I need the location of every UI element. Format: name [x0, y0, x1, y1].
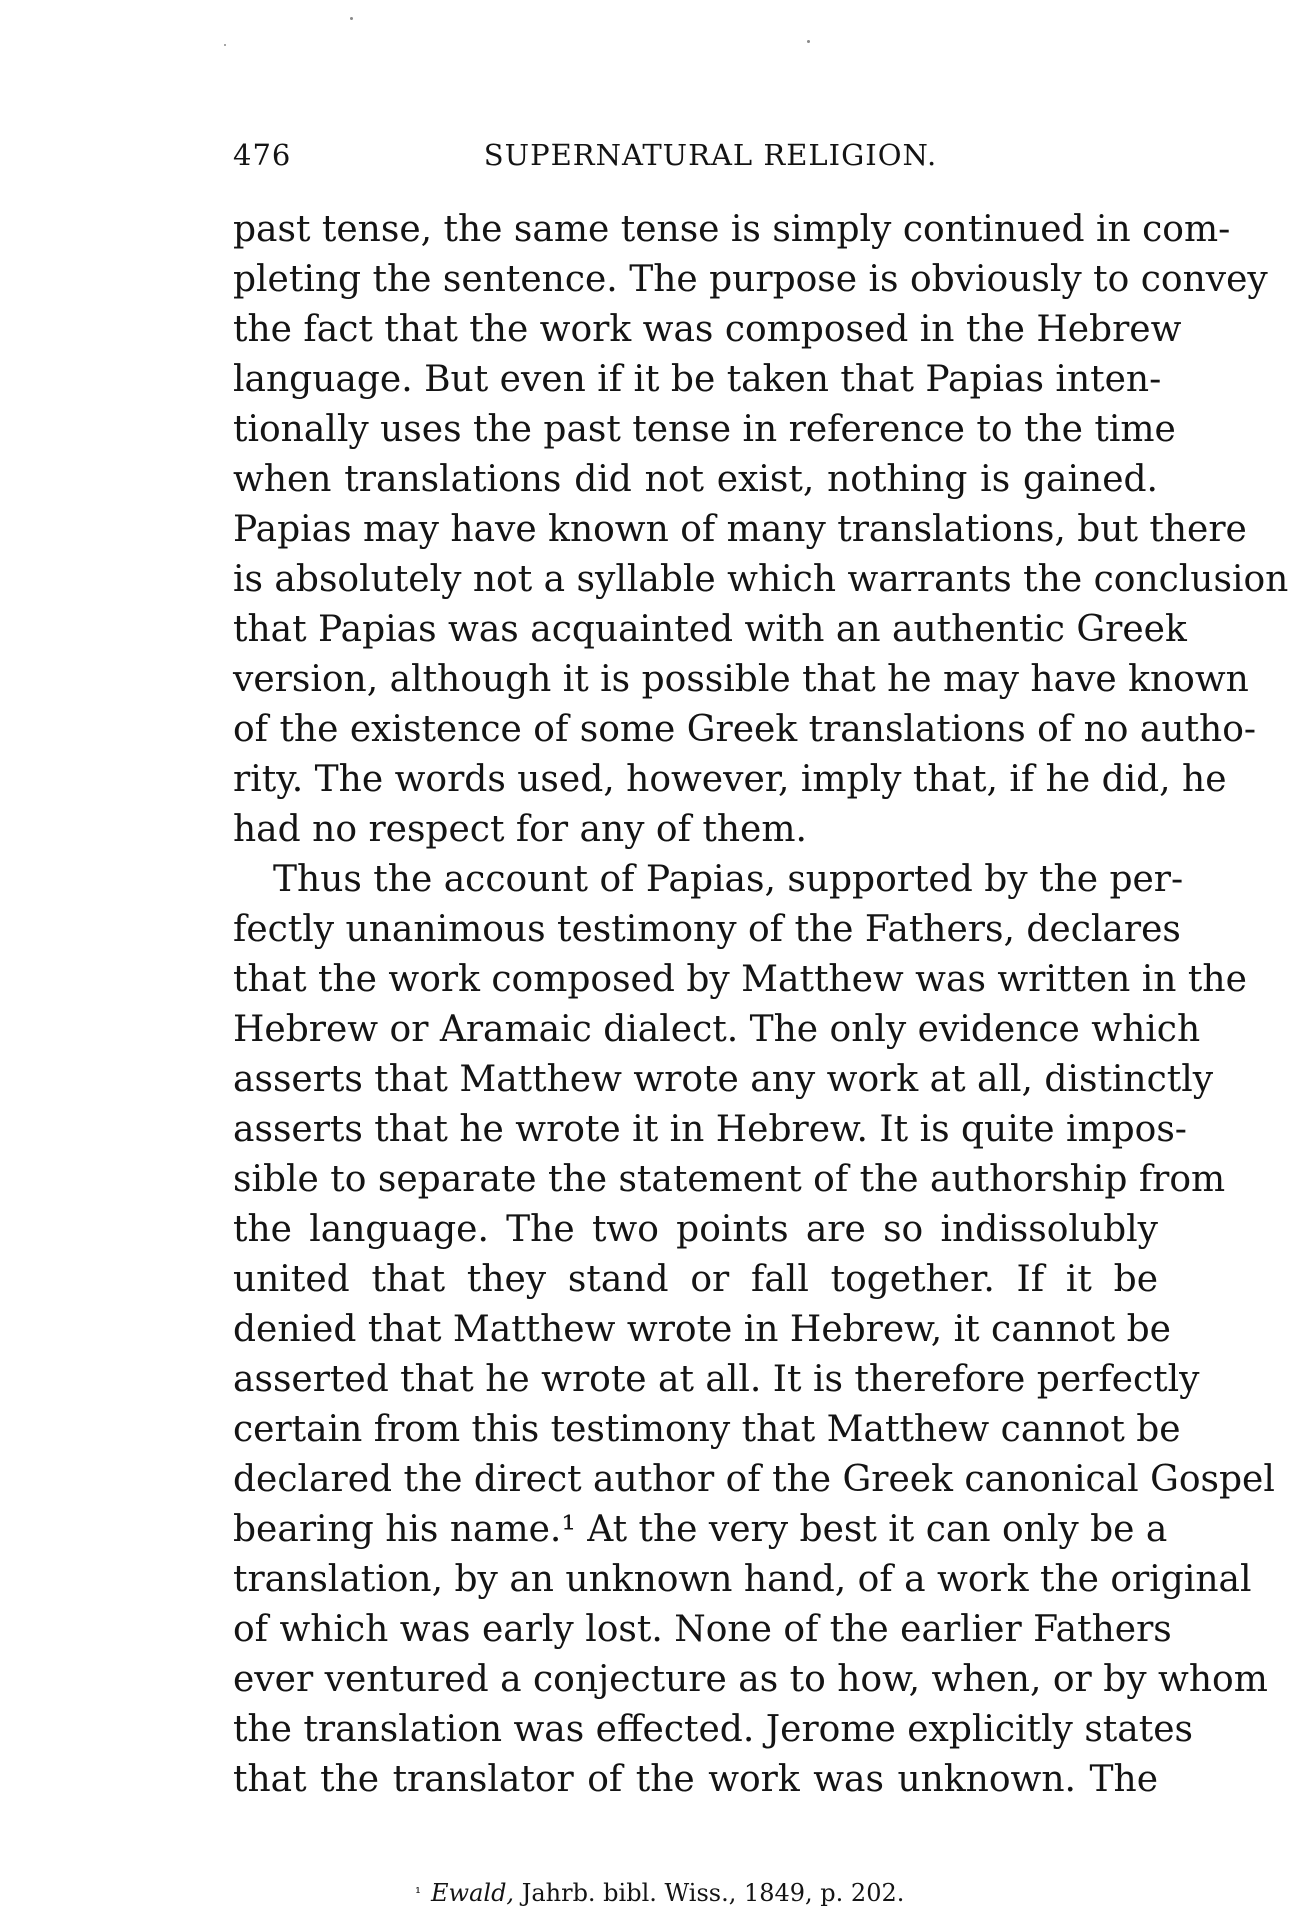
text-line: declared the direct author of the Greek canonical Gospel	[233, 1459, 1275, 1500]
text-line: tionally uses the past tense in reference to the time	[233, 409, 1176, 450]
text-line: translation, by an unknown hand, of a work the original	[233, 1559, 1252, 1600]
text-line: version, although it is possible that he may have known	[233, 659, 1249, 700]
text-line: asserted that he wrote at all. It is therefore perfectly	[233, 1359, 1200, 1400]
text-line: ever ventured a conjecture as to how, when, or by whom	[233, 1659, 1268, 1700]
text-line: united that they stand or fall together. If it be	[233, 1259, 1158, 1300]
text-line: Thus the account of Papias, supported by the per-	[273, 859, 1184, 900]
paragraph	[233, 205, 1289, 855]
text-line: of which was early lost. None of the earlier Fathers	[233, 1609, 1172, 1650]
text-line: the language. The two points are so indissolubly	[233, 1209, 1158, 1250]
text-line: certain from this testimony that Matthew cannot be	[233, 1409, 1181, 1450]
text-line: that the work composed by Matthew was written in the	[233, 959, 1247, 1000]
running-title: SUPERNATURAL RELIGION.	[483, 138, 938, 172]
text-line: that the translator of the work was unknown. The	[233, 1759, 1158, 1800]
scan-speck	[224, 44, 226, 46]
text-line: that Papias was acquainted with an authentic Greek	[233, 609, 1187, 650]
text-line: past tense, the same tense is simply continued in com-	[233, 209, 1231, 250]
footnote-marker: ¹	[415, 1884, 422, 1902]
text-line: pleting the sentence. The purpose is obviously to convey	[233, 259, 1268, 300]
text-line: asserts that Matthew wrote any work at all, distinctly	[233, 1059, 1214, 1100]
running-head	[233, 138, 1158, 178]
text-line: language. But even if it be taken that Papias inten-	[233, 359, 1162, 400]
text-line: when translations did not exist, nothing is gained.	[233, 459, 1158, 500]
footnote-author: Ewald,	[431, 1879, 515, 1907]
text-line: the translation was effected. Jerome explicitly states	[233, 1709, 1193, 1750]
paragraph	[233, 855, 1275, 1805]
text-line: Hebrew or Aramaic dialect. The only evidence which	[233, 1009, 1201, 1050]
text-line: the fact that the work was composed in the Hebrew	[233, 309, 1182, 350]
text-line: rity. The words used, however, imply that, if he did, he	[233, 759, 1227, 800]
text-line: of the existence of some Greek translations of no autho-	[233, 709, 1257, 750]
text-line: bearing his name.¹ At the very best it can only be a	[233, 1509, 1168, 1550]
page-number: 476	[233, 138, 292, 172]
text-line: denied that Matthew wrote in Hebrew, it cannot be	[233, 1309, 1171, 1350]
scan-speck	[807, 40, 810, 43]
text-line: sible to separate the statement of the authorship from	[233, 1159, 1226, 1200]
text-line: had no respect for any of them.	[233, 809, 807, 850]
body-text	[233, 205, 1289, 1805]
text-line: Papias may have known of many translations, but there	[233, 509, 1247, 550]
text-line: fectly unanimous testimony of the Fathers, declares	[233, 909, 1181, 950]
text-line: is absolutely not a syllable which warrants the conclusion	[233, 559, 1289, 600]
scan-speck	[350, 17, 353, 20]
text-line: asserts that he wrote it in Hebrew. It is quite impos-	[233, 1109, 1187, 1150]
footnote-text: Jahrb. bibl. Wiss., 1849, p. 202.	[521, 1879, 905, 1907]
footnote	[415, 1878, 904, 1908]
